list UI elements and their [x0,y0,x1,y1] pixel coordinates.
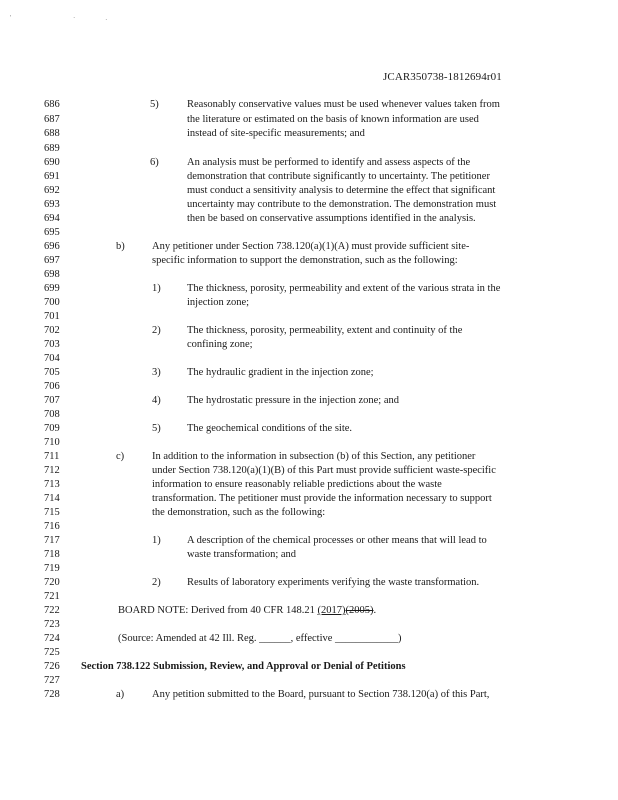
scan-specks: ' ·. [10,14,138,22]
deleted-text: (2005) [345,605,374,616]
line-number: 724 [44,633,60,644]
added-text: (2017) [317,605,346,616]
section-heading: Section 738.122 Submission, Review, and Approval or Denial of Petitions [81,661,406,672]
item-text-line: Results of laboratory experiments verifying the waste transformation. [187,577,480,588]
item-text-line: Reasonably conservative values must be used whenever values taken from [187,99,500,110]
line-number: 707 [44,395,60,406]
board-note-text: BOARD NOTE: Derived from 40 CFR 148.21 [118,605,318,616]
line-number: 714 [44,493,60,504]
source-note: (Source: Amended at 42 Ill. Reg. ______, effective ____________) [118,633,402,644]
line-number: 717 [44,535,60,546]
subsection-text-line: Any petition submitted to the Board, pursuant to Section 738.120(a) of this Part, [152,689,490,700]
item-text-line: the literature or estimated on the basis of known information are used [187,114,479,125]
item-text-line: An analysis must be performed to identify and assess aspects of the [187,157,471,168]
item-marker: 5) [152,423,161,434]
line-number: 711 [44,451,60,462]
item-marker: 5) [150,99,159,110]
item-text-line: waste transformation; and [187,549,297,560]
line-number: 718 [44,549,60,560]
line-number: 713 [44,479,60,490]
item-marker: 6) [150,157,159,168]
item-text-line: The thickness, porosity, permeability, extent and continuity of the [187,325,463,336]
subsection-text-line: information to ensure reasonably reliable predictions about the waste [152,479,442,490]
subsection-text-line: under Section 738.120(a)(1)(B) of this Part must provide sufficient waste-specific [152,465,496,476]
line-number: 728 [44,689,60,700]
line-number: 686 [44,99,60,110]
subsection-marker: a) [116,689,125,700]
line-number: 702 [44,325,60,336]
line-number: 709 [44,423,60,434]
subsection-text-line: transformation. The petitioner must provide the information necessary to support [152,493,492,504]
line-number: 691 [44,171,60,182]
subsection-text-line: In addition to the information in subsection (b) of this Section, any petitioner [152,451,476,462]
board-note-end: . [373,605,377,616]
line-number: 705 [44,367,60,378]
line-number: 723 [44,619,60,630]
item-marker: 2) [152,577,161,588]
line-number: 700 [44,297,60,308]
item-text-line: The geochemical conditions of the site. [187,423,353,434]
line-number: 725 [44,647,60,658]
item-text-line: The thickness, porosity, permeability and extent of the various strata in the [187,283,501,294]
line-number: 703 [44,339,60,350]
line-number: 726 [44,661,60,672]
item-text-line: injection zone; [187,297,250,308]
line-number: 695 [44,227,60,238]
line-number: 687 [44,114,60,125]
item-text-line: then be based on conservative assumptions identified in the analysis. [187,213,476,224]
item-marker: 3) [152,367,161,378]
line-number: 712 [44,465,60,476]
item-text-line: demonstration that contribute significantly to uncertainty. The petitioner [187,171,490,182]
item-text-line: The hydraulic gradient in the injection zone; [187,367,374,378]
item-marker: 1) [152,535,161,546]
subsection-marker: b) [116,241,125,252]
subsection-text-line: the demonstration, such as the following: [152,507,326,518]
line-number: 708 [44,409,60,420]
line-number: 706 [44,381,60,392]
line-number: 704 [44,353,60,364]
line-number: 698 [44,269,60,280]
board-note [118,604,376,617]
line-number: 710 [44,437,60,448]
line-number: 689 [44,143,60,154]
subsection-marker: c) [116,451,125,462]
item-text-line: uncertainty may contribute to the demonstration. The demonstration must [187,199,497,210]
item-text-line: A description of the chemical processes or other means that will lead to [187,535,487,546]
line-number: 694 [44,213,60,224]
line-number: 692 [44,185,60,196]
line-number: 721 [44,591,60,602]
line-number: 697 [44,255,60,266]
line-number: 720 [44,577,60,588]
line-number: 696 [44,241,60,252]
item-text-line: must conduct a sensitivity analysis to determine the effect that significant [187,185,496,196]
line-number: 701 [44,311,60,322]
subsection-text-line: specific information to support the demonstration, such as the following: [152,255,458,266]
line-number: 693 [44,199,60,210]
item-text-line: The hydrostatic pressure in the injection zone; and [187,395,399,406]
item-marker: 1) [152,283,161,294]
line-number: 716 [44,521,60,532]
line-number: 690 [44,157,60,168]
line-number: 715 [44,507,60,518]
line-number: 722 [44,605,60,616]
subsection-text-line: Any petitioner under Section 738.120(a)(1)(A) must provide sufficient site- [152,241,470,252]
item-text-line: confining zone; [187,339,253,350]
item-marker: 2) [152,325,161,336]
document-id-header: JCAR350738-1812694r01 [383,71,502,83]
item-text-line: instead of site-specific measurements; and [187,128,365,139]
line-number: 688 [44,128,60,139]
item-marker: 4) [152,395,161,406]
line-number: 727 [44,675,60,686]
line-number: 699 [44,283,60,294]
line-number: 719 [44,563,60,574]
